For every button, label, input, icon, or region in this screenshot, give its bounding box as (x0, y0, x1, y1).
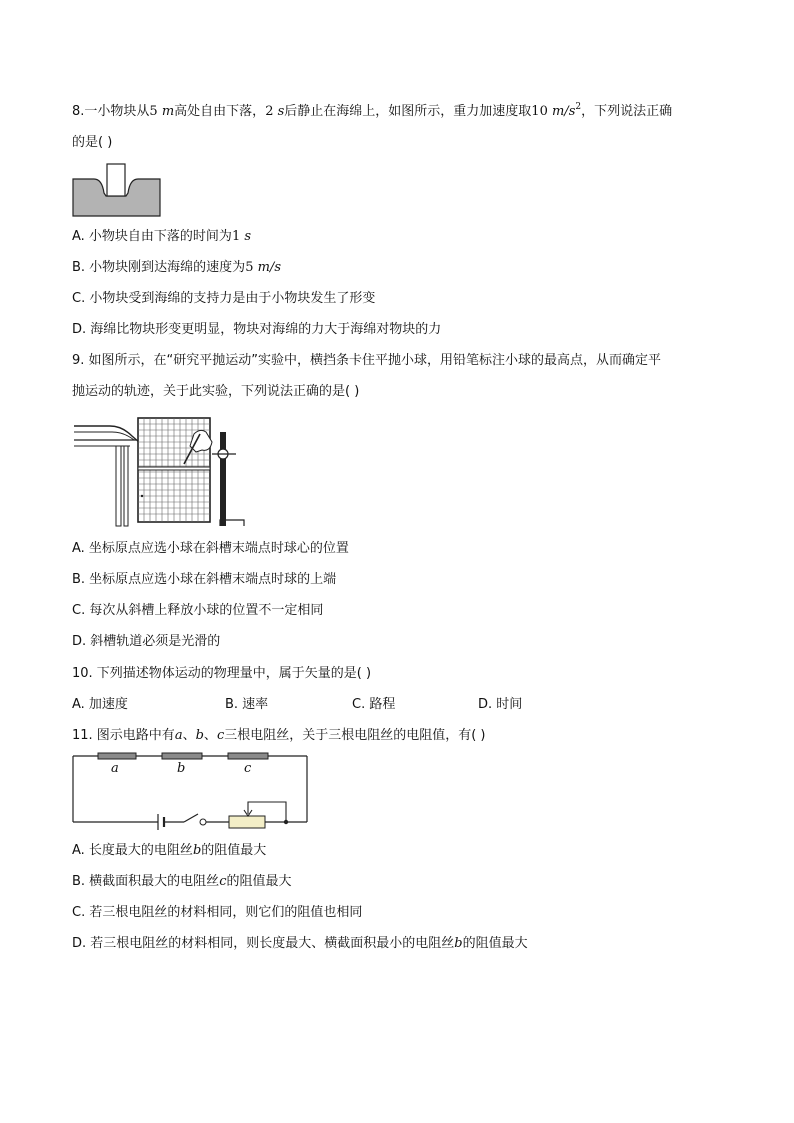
q9-option-a: A. 坐标原点应选小球在斜槽末端点时球心的位置 (72, 541, 349, 556)
q9-option-d: D. 斜槽轨道必须是光滑的 (72, 634, 221, 649)
q10-option-d: D. 时间 (478, 697, 523, 712)
q8-stem-line2: 的是( ) (72, 135, 113, 150)
q11-option-b: B. 横截面积最大的电阻丝c的阻值最大 (72, 874, 292, 889)
q8-option-a: A. 小物块自由下落的时间为1 s (72, 229, 252, 244)
q11-option-d: D. 若三根电阻丝的材料相同，则长度最大、横截面积最小的电阻丝b的阻值最大 (72, 936, 528, 951)
q10-option-c: C. 路程 (352, 697, 396, 712)
q8-option-d: D. 海绵比物块形变更明显，物块对海绵的力大于海绵对物块的力 (72, 322, 442, 337)
q11-option-c: C. 若三根电阻丝的材料相同，则它们的阻值也相同 (72, 905, 363, 920)
q8-option-c: C. 小物块受到海绵的支持力是由于小物块发生了形变 (72, 291, 376, 306)
resistor-circuit-figure (72, 750, 312, 834)
q9-stem-line2: 抛运动的轨迹，关于此实验，下列说法正确的是( ) (72, 384, 360, 399)
wire-label-a: a (111, 761, 119, 776)
wire-label-b: b (177, 761, 186, 776)
sponge-block-figure (72, 163, 162, 219)
wire-label-c: c (244, 761, 252, 776)
q9-option-b: B. 坐标原点应选小球在斜槽末端点时球的上端 (72, 572, 337, 587)
q9-stem-line1: 9. 如图所示，在“研究平抛运动”实验中，横挡条卡住平抛小球，用铅笔标注小球的最高点，从而确定平 (72, 353, 662, 368)
q8-stem-line1: 8.一小物块从5 m高处自由下落，2 s后静止在海绵上，如图所示，重力加速度取10 $m/s^2$，下列说法正确 (72, 102, 673, 119)
q11-stem: 11. 图示电路中有a、b、c三根电阻丝，关于三根电阻丝的电阻值，有( ) (72, 728, 486, 743)
q10-option-a: A. 加速度 (72, 697, 128, 712)
q9-option-c: C. 每次从斜槽上释放小球的位置不一定相同 (72, 603, 324, 618)
q8-option-b: B. 小物块刚到达海绵的速度为5 m/s (72, 260, 281, 275)
q10-stem: 10. 下列描述物体运动的物理量中，属于矢量的是( ) (72, 666, 372, 681)
q10-option-b: B. 速率 (225, 697, 269, 712)
q11-option-a: A. 长度最大的电阻丝b的阻值最大 (72, 843, 267, 858)
projectile-experiment-figure (72, 412, 247, 530)
